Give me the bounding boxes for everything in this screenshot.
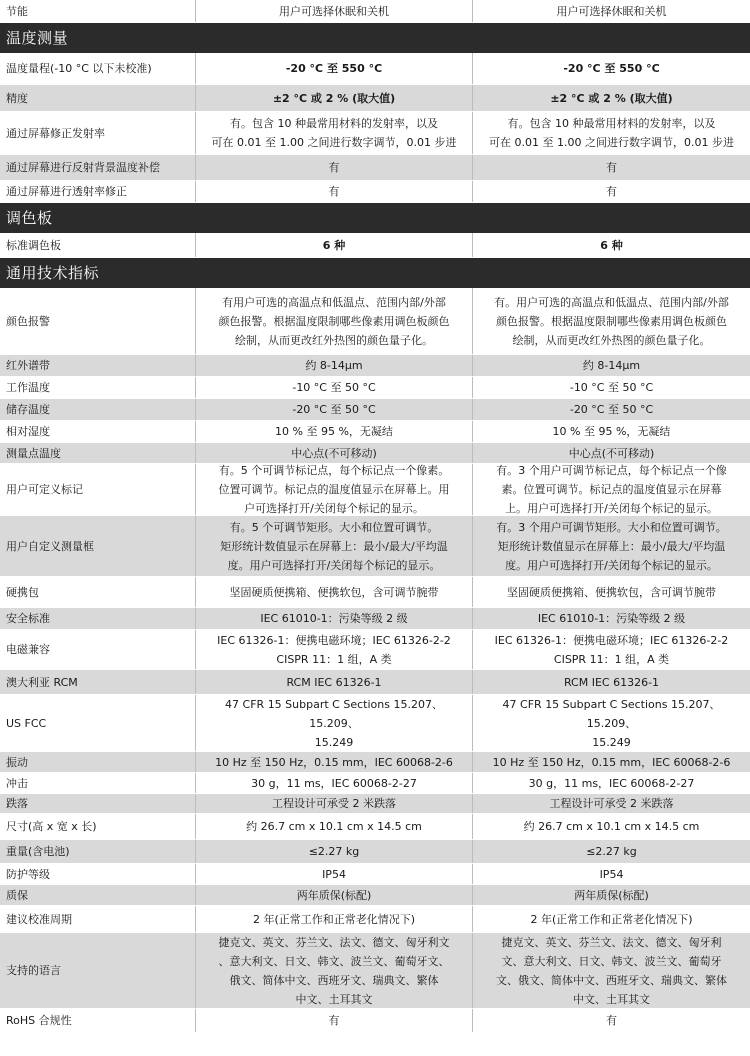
spec-value-model-1-text: IP54 <box>322 867 346 881</box>
spec-value-model-1-text: 约 26.7 cm x 10.1 cm x 14.5 cm <box>246 820 422 833</box>
spec-value-model-2 <box>473 112 750 154</box>
spec-value-model-1 <box>196 421 473 442</box>
section-title: 通用技术指标 <box>6 263 100 282</box>
spec-value-model-2 <box>473 516 750 576</box>
spec-value-model-1-text: 10 % 至 95 %，无凝结 <box>275 425 393 438</box>
spec-label <box>0 85 196 111</box>
spec-label-text: 精度 <box>6 91 28 105</box>
spec-label-text: 尺寸(高 x 宽 x 长) <box>6 820 97 833</box>
spec-label <box>0 608 196 629</box>
spec-value-model-1 <box>196 355 473 376</box>
spec-value-model-1-text: 47 CFR 15 Subpart C Sections 15.207、 15.209、 15.249 <box>225 697 443 749</box>
spec-label-text: 支持的语言 <box>6 964 61 977</box>
spec-value-model-2-text: 有 <box>606 185 617 198</box>
spec-value-model-1 <box>196 864 473 884</box>
spec-label <box>0 1009 196 1032</box>
spec-value-model-2-text: RCM IEC 61326-1 <box>563 675 660 689</box>
spec-value-model-1 <box>196 885 473 905</box>
spec-value-model-2 <box>473 608 750 629</box>
spec-label <box>0 864 196 884</box>
spec-value-model-2 <box>473 464 750 515</box>
table-row <box>0 112 750 155</box>
spec-label-text: 通过屏幕修正发射率 <box>6 126 105 140</box>
spec-value-model-1 <box>196 0 473 22</box>
spec-value-model-2 <box>473 155 750 180</box>
spec-value-model-2 <box>473 233 750 257</box>
spec-value-model-2-text: -20 °C 至 50 °C <box>569 403 654 416</box>
spec-value-model-1-text: 有 <box>328 185 340 198</box>
spec-value-model-1-text: 6 种 <box>322 238 346 252</box>
table-row <box>0 377 750 399</box>
spec-value-model-1 <box>196 814 473 839</box>
spec-value-model-1 <box>196 464 473 515</box>
spec-label-text: 用户自定义测量框 <box>6 539 94 553</box>
table-row <box>0 288 750 355</box>
spec-value-model-1-text: ≤2.27 kg <box>308 845 360 858</box>
spec-value-model-2 <box>473 906 750 932</box>
spec-label <box>0 885 196 905</box>
spec-value-model-1 <box>196 794 473 813</box>
table-row <box>0 155 750 181</box>
spec-label <box>0 233 196 257</box>
spec-value-model-1-text: -10 °C 至 50 °C <box>292 381 376 394</box>
spec-value-model-2-text: 有 <box>606 1014 617 1027</box>
spec-value-model-2 <box>473 421 750 442</box>
spec-label <box>0 695 196 751</box>
spec-value-model-2 <box>473 399 750 420</box>
spec-label <box>0 464 196 515</box>
spec-value-model-2 <box>473 773 750 793</box>
spec-label-text: 通过屏幕进行透射率修正 <box>6 185 127 198</box>
spec-label <box>0 840 196 863</box>
spec-value-model-1-text: 两年质保(标配) <box>296 888 372 902</box>
spec-value-model-2 <box>473 864 750 884</box>
spec-label-text: RoHS 合规性 <box>6 1014 72 1027</box>
spec-value-model-2-text: 有 <box>606 161 617 174</box>
spec-label <box>0 630 196 669</box>
section-title: 调色板 <box>6 208 53 227</box>
spec-label-text: 节能 <box>6 4 28 18</box>
spec-value-model-2-text: 有。包含 10 种最常用材料的发射率，以及 可在 0.01 至 1.00 之间进行数字调节，0.01 步进 <box>489 117 734 149</box>
spec-label-text: 颜色报警 <box>6 314 50 328</box>
spec-value-model-1 <box>196 233 473 257</box>
spec-value-model-2-text: 中心点(不可移动) <box>568 446 655 460</box>
spec-value-model-1-text: IEC 61010-1：污染等级 2 级 <box>260 612 408 625</box>
spec-value-model-2-text: 约 26.7 cm x 10.1 cm x 14.5 cm <box>523 820 700 833</box>
spec-label-text: 振动 <box>6 755 28 769</box>
table-row <box>0 181 750 203</box>
spec-value-model-1 <box>196 112 473 154</box>
spec-value-model-2-text: 10 % 至 95 %，无凝结 <box>552 425 671 438</box>
spec-value-model-2-text: 2 年(正常工作和正常老化情况下) <box>530 912 693 926</box>
spec-value-model-1 <box>196 933 473 1008</box>
spec-value-model-1 <box>196 670 473 694</box>
spec-value-model-1-text: 用户可选择休眠和关机 <box>279 4 389 18</box>
spec-label-text: US FCC <box>6 716 47 730</box>
spec-value-model-2 <box>473 577 750 607</box>
spec-value-model-2 <box>473 1009 750 1032</box>
spec-value-model-1 <box>196 377 473 398</box>
section-header <box>0 203 750 233</box>
spec-label-text: 温度量程(-10 °C 以下未校准) <box>6 62 152 75</box>
spec-value-model-1-text: 工程设计可承受 2 米跌落 <box>272 797 396 810</box>
spec-label <box>0 112 196 154</box>
spec-value-model-2-text: -10 °C 至 50 °C <box>569 381 654 394</box>
spec-value-model-2 <box>473 670 750 694</box>
spec-value-model-1-text: 坚固硬质便携箱、便携软包，含可调节腕带 <box>229 585 439 599</box>
table-row <box>0 0 750 23</box>
spec-value-model-2-text: 有。3 个用户可调节矩形。大小和位置可调节。 矩形统计数值显示在屏幕上：最小/最大/平均温 度。用户可选择打开/关闭每个标记的显示。 <box>496 520 727 572</box>
table-row <box>0 630 750 670</box>
spec-label <box>0 794 196 813</box>
spec-value-model-1 <box>196 695 473 751</box>
table-row <box>0 933 750 1009</box>
spec-label <box>0 814 196 839</box>
spec-value-model-2 <box>473 288 750 354</box>
spec-value-model-1 <box>196 630 473 669</box>
spec-label-text: 通过屏幕进行反射背景温度补偿 <box>6 161 160 174</box>
spec-value-model-1-text: 约 8-14μm <box>305 359 363 372</box>
spec-value-model-2 <box>473 53 750 84</box>
spec-label <box>0 355 196 376</box>
spec-value-model-2 <box>473 885 750 905</box>
spec-value-model-1-text: 有。5 个可调节矩形。大小和位置可调节。 矩形统计数值显示在屏幕上：最小/最大/平均温 度。用户可选择打开/关闭每个标记的显示。 <box>220 520 448 572</box>
spec-label <box>0 933 196 1008</box>
table-row <box>0 670 750 695</box>
spec-value-model-1-text: -20 °C 至 50 °C <box>292 403 376 416</box>
spec-label <box>0 752 196 772</box>
table-row <box>0 53 750 85</box>
spec-value-model-1 <box>196 53 473 84</box>
spec-label-text: 安全标准 <box>6 612 50 625</box>
spec-value-model-1-text: IEC 61326-1：便携电磁环境；IEC 61326-2-2 CISPR 11：1 组，A 类 <box>217 633 451 666</box>
spec-value-model-2-text: 有。用户可选的高温点和低温点、范围内部/外部 颜色报警。根据温度限制哪些像素用调色板颜色 绘制，从而更改红外热图的颜色量子化。 <box>494 295 729 347</box>
spec-label <box>0 577 196 607</box>
spec-value-model-1 <box>196 577 473 607</box>
table-row <box>0 464 750 516</box>
spec-value-model-2 <box>473 181 750 202</box>
spec-value-model-1-text: 有。包含 10 种最常用材料的发射率，以及 可在 0.01 至 1.00 之间进行数字调节，0.01 步进 <box>211 117 457 149</box>
spec-value-model-1 <box>196 155 473 180</box>
spec-value-model-1 <box>196 773 473 793</box>
spec-value-model-2 <box>473 355 750 376</box>
spec-value-model-2 <box>473 933 750 1008</box>
table-row <box>0 608 750 630</box>
spec-value-model-1-text: 有。5 个可调节标记点，每个标记点一个像素。 位置可调节。标记点的温度值显示在屏幕上。用 户可选择打开/关闭每个标记的显示。 <box>218 464 450 515</box>
spec-label-text: 储存温度 <box>6 403 50 416</box>
spec-value-model-1 <box>196 1009 473 1032</box>
spec-value-model-2-text: 工程设计可承受 2 米跌落 <box>549 797 674 810</box>
spec-label <box>0 377 196 398</box>
table-row <box>0 885 750 906</box>
spec-value-model-2 <box>473 695 750 751</box>
spec-label-text: 标准调色板 <box>6 238 61 252</box>
spec-value-model-1 <box>196 608 473 629</box>
spec-value-model-1 <box>196 840 473 863</box>
spec-label-text: 冲击 <box>6 776 28 790</box>
spec-value-model-1-text: 2 年(正常工作和正常老化情况下) <box>252 912 416 926</box>
spec-value-model-1-text: 10 Hz 至 150 Hz，0.15 mm，IEC 60068-2-6 <box>215 755 453 769</box>
table-row <box>0 814 750 840</box>
spec-value-model-2-text: IEC 61010-1：污染等级 2 级 <box>537 612 686 625</box>
spec-label <box>0 181 196 202</box>
table-row <box>0 421 750 443</box>
spec-label-text: 建议校准周期 <box>6 912 72 926</box>
spec-value-model-1 <box>196 399 473 420</box>
spec-label-text: 电磁兼容 <box>6 643 50 656</box>
spec-value-model-1-text: ±2 °C 或 2 % (取大值) <box>272 91 396 105</box>
spec-label-text: 相对湿度 <box>6 425 50 438</box>
table-row <box>0 577 750 608</box>
spec-label <box>0 443 196 463</box>
spec-label <box>0 53 196 84</box>
spec-value-model-2 <box>473 752 750 772</box>
spec-value-model-1 <box>196 906 473 932</box>
spec-label <box>0 288 196 354</box>
spec-value-model-1-text: 有用户可选的高温点和低温点、范围内部/外部 颜色报警。根据温度限制哪些像素用调色板颜色 绘制，从而更改红外热图的颜色量子化。 <box>218 295 450 347</box>
table-row <box>0 773 750 794</box>
table-row <box>0 1009 750 1033</box>
spec-label <box>0 155 196 180</box>
spec-value-model-1 <box>196 288 473 354</box>
spec-label-text: 防护等级 <box>6 867 50 881</box>
spec-label <box>0 670 196 694</box>
spec-value-model-2 <box>473 630 750 669</box>
spec-label-text: 质保 <box>6 888 28 902</box>
spec-value-model-2-text: 47 CFR 15 Subpart C Sections 15.207、 15.209、 15.249 <box>502 697 721 749</box>
spec-value-model-1 <box>196 443 473 463</box>
spec-value-model-1-text: 有 <box>328 1014 340 1027</box>
table-row <box>0 695 750 752</box>
spec-label <box>0 399 196 420</box>
spec-value-model-2 <box>473 85 750 111</box>
table-row <box>0 752 750 773</box>
spec-value-model-1-text: 30 g，11 ms，IEC 60068-2-27 <box>251 776 417 790</box>
spec-value-model-2-text: 坚固硬质便携箱、便携软包，含可调节腕带 <box>507 585 716 599</box>
spec-label <box>0 516 196 576</box>
spec-label <box>0 906 196 932</box>
spec-label <box>0 0 196 22</box>
spec-label-text: 红外谱带 <box>6 359 50 372</box>
spec-value-model-2-text: 有。3 个用户可调节标记点，每个标记点一个像 素。位置可调节。标记点的温度值显示在屏幕 上。用户可选择打开/关闭每个标记的显示。 <box>496 464 727 515</box>
spec-value-model-2 <box>473 794 750 813</box>
spec-value-model-2-text: 30 g，11 ms，IEC 60068-2-27 <box>528 776 695 790</box>
section-title: 温度测量 <box>6 28 69 47</box>
spec-value-model-2-text: 用户可选择休眠和关机 <box>556 4 667 18</box>
spec-value-model-2-text: IEC 61326-1：便携电磁环境；IEC 61326-2-2 CISPR 11：1 组，A 类 <box>494 633 729 666</box>
spec-value-model-2-text: 10 Hz 至 150 Hz，0.15 mm，IEC 60068-2-6 <box>492 755 731 769</box>
spec-label <box>0 421 196 442</box>
spec-value-model-2 <box>473 443 750 463</box>
spec-value-model-2-text: ≤2.27 kg <box>586 845 637 858</box>
section-header <box>0 23 750 53</box>
spec-label-text: 工作温度 <box>6 381 50 394</box>
spec-value-model-2 <box>473 840 750 863</box>
spec-value-model-2-text: ±2 °C 或 2 % (取大值) <box>550 91 673 105</box>
table-row <box>0 399 750 421</box>
table-row <box>0 906 750 933</box>
spec-value-model-2-text: 6 种 <box>600 238 623 252</box>
spec-value-model-1 <box>196 516 473 576</box>
table-row <box>0 794 750 814</box>
spec-value-model-2-text: -20 °C 至 550 °C <box>563 62 660 75</box>
spec-value-model-1-text: 有 <box>328 161 340 174</box>
spec-label <box>0 773 196 793</box>
table-row <box>0 840 750 864</box>
spec-label-text: 跌落 <box>6 797 28 810</box>
spec-value-model-1-text: 中心点(不可移动) <box>291 446 377 460</box>
spec-label-text: 硬携包 <box>6 585 39 599</box>
spec-value-model-1 <box>196 752 473 772</box>
spec-label-text: 用户可定义标记 <box>6 483 83 496</box>
spec-value-model-2-text: 捷克文、英文、芬兰文、法文、德文、匈牙利 文、意大利文、日文、韩文、波兰文、葡萄牙 文、俄文、简体中文、西班牙文、瑞典文、繁体 中文、土耳其文 <box>496 935 727 1006</box>
spec-label-text: 重量(含电池) <box>6 845 70 858</box>
spec-value-model-2-text: 两年质保(标配) <box>574 888 649 902</box>
spec-label-text: 澳大利亚 RCM <box>6 675 78 689</box>
section-header <box>0 258 750 288</box>
spec-value-model-2-text: IP54 <box>599 867 624 881</box>
table-row <box>0 355 750 377</box>
spec-value-model-1 <box>196 85 473 111</box>
spec-value-model-2 <box>473 0 750 22</box>
spec-value-model-1-text: -20 °C 至 550 °C <box>285 62 383 75</box>
spec-value-model-1-text: RCM IEC 61326-1 <box>286 675 382 689</box>
spec-label-text: 测量点温度 <box>6 446 61 460</box>
spec-value-model-1-text: 捷克文、英文、芬兰文、法文、德文、匈牙利文 、意大利文、日文、韩文、波兰文、葡萄牙文、 俄文、简体中文、西班牙文、瑞典文、繁体 中文、土耳其文 <box>218 935 450 1006</box>
table-row <box>0 516 750 577</box>
spec-value-model-2 <box>473 814 750 839</box>
spec-value-model-2-text: 约 8-14μm <box>582 359 641 372</box>
spec-value-model-2 <box>473 377 750 398</box>
table-row <box>0 864 750 885</box>
spec-value-model-1 <box>196 181 473 202</box>
table-row <box>0 233 750 258</box>
table-row <box>0 443 750 464</box>
table-row <box>0 85 750 112</box>
